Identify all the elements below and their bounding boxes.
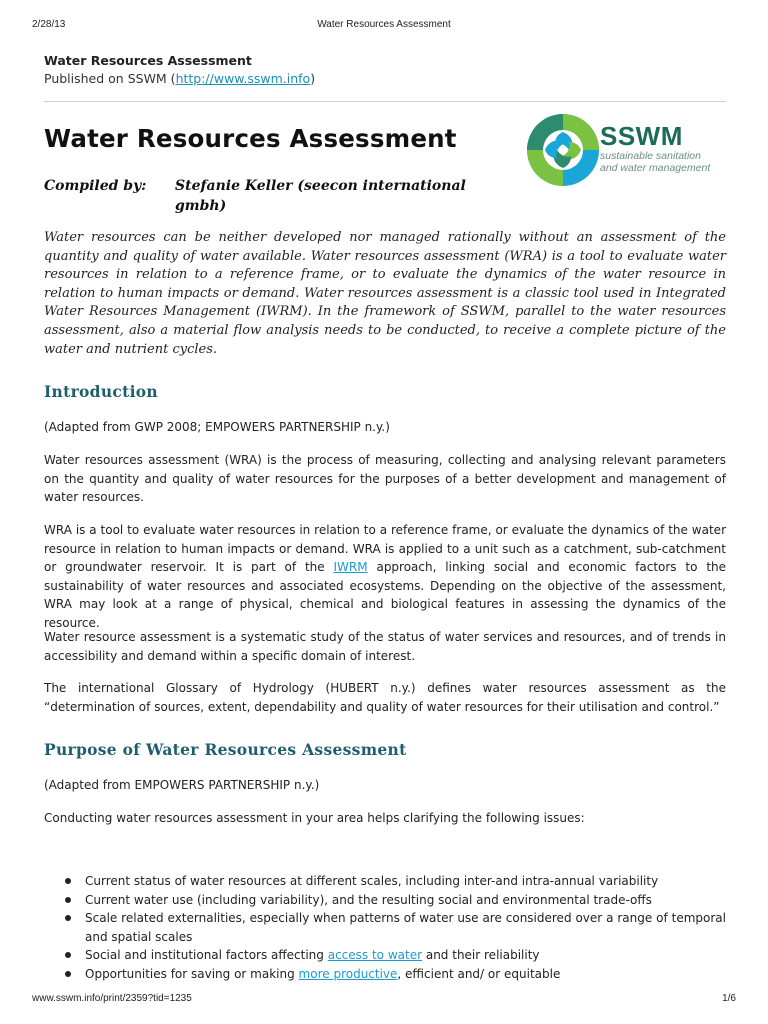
published-line bbox=[44, 69, 726, 89]
page-title: Water Resources Assessment bbox=[44, 124, 457, 153]
site-title: Water Resources Assessment bbox=[44, 53, 252, 68]
purpose-list bbox=[44, 872, 726, 984]
logo-tagline-2: and water management bbox=[600, 162, 711, 174]
purpose-source: (Adapted from EMPOWERS PARTNERSHIP n.y.) bbox=[44, 778, 320, 792]
print-header bbox=[0, 19, 768, 33]
print-page-title: Water Resources Assessment bbox=[317, 19, 451, 30]
page-number: 1/6 bbox=[722, 993, 736, 1004]
introduction-paragraph-2: WRA is a tool to evaluate water resources in relation to a reference frame, or evaluate the dynamics of the water resource in relation to human impacts or demand. WRA is applied to a unit such as a catchment, sub-catchment or groundwater reservoir. It is part of the IWRM approach, linking social and economic factors to the sustainability of water resources and associated ecosystems. Depending on the objective of the assessment, WRA may look at a range of physical, chemical and biological features in assessing the dynamics of the resource. bbox=[44, 523, 727, 630]
published-prefix: Published on SSWM ( bbox=[44, 71, 176, 86]
list-item: Scale related externalities, especially when patterns of water use are considered over a range of temporal and spatial scales bbox=[44, 909, 726, 946]
purpose-heading: Purpose of Water Resources Assessment bbox=[44, 740, 407, 759]
list-item: Current status of water resources at different scales, including inter-and intra-annual variability bbox=[44, 872, 726, 891]
list-item: Current water use (including variability), and the resulting social and environmental trade-offs bbox=[44, 891, 726, 910]
compiled-author: Stefanie Keller (seecon international gmbh) bbox=[175, 178, 466, 214]
sswm-logo bbox=[526, 112, 726, 190]
sswm-logo-icon bbox=[526, 112, 600, 188]
logo-brand: SSWM bbox=[600, 121, 683, 151]
logo-tagline-1: sustainable sanitation bbox=[600, 150, 701, 162]
divider bbox=[44, 101, 726, 102]
introduction-heading: Introduction bbox=[44, 382, 158, 401]
intro-paragraph: Water resources can be neither developed nor managed rationally without an assessment of the quantity and quality of water available. Water resources assessment (WRA) is a tool to evaluate water resources in relation to a reference frame, or to evaluate the dynamics of the water resource in relation to human impacts or demand. Water resources assessment is a classic tool used in Integrated Water Resources Management (IWRM). In the framework of SSWM, parallel to the water resources assessment, also a material flow analysis needs to be conducted, to receive a complete picture of the water and nutrient cycles. bbox=[44, 230, 726, 357]
introduction-paragraph-4: The international Glossary of Hydrology (HUBERT n.y.) defines water resources assessment as the “determination of sources, extent, dependability and quality of water resources for their utilisation and control.” bbox=[44, 681, 726, 714]
introduction-paragraph-3: Water resource assessment is a systematic study of the status of water services and resources, and of trends in accessibility and demand within a specific domain of interest. bbox=[44, 630, 726, 663]
list-item: Opportunities for saving or making more productive, efficient and/ or equitable bbox=[44, 965, 726, 984]
introduction-paragraph-1: Water resources assessment (WRA) is the process of measuring, collecting and analysing relevant parameters on the quantity and quality of water resources for the purposes of a better development and management of water resources. bbox=[44, 453, 726, 505]
access-to-water-link[interactable]: access to water bbox=[327, 948, 423, 963]
published-suffix: ) bbox=[310, 71, 316, 86]
print-date: 2/28/13 bbox=[32, 19, 66, 30]
iwrm-link[interactable]: IWRM bbox=[333, 560, 368, 575]
print-footer bbox=[0, 993, 768, 1007]
print-url: www.sswm.info/print/2359?tid=1235 bbox=[32, 993, 192, 1004]
introduction-source: (Adapted from GWP 2008; EMPOWERS PARTNERSHIP n.y.) bbox=[44, 420, 390, 434]
sswm-link[interactable]: http://www.sswm.info bbox=[175, 71, 311, 86]
compiled-label: Compiled by: bbox=[44, 178, 147, 194]
document-body bbox=[44, 52, 727, 981]
list-item: Social and institutional factors affecting access to water and their reliability bbox=[44, 946, 726, 965]
purpose-lead: Conducting water resources assessment in your area helps clarifying the following issues: bbox=[44, 811, 585, 825]
more-productive-link[interactable]: more productive bbox=[298, 966, 398, 981]
